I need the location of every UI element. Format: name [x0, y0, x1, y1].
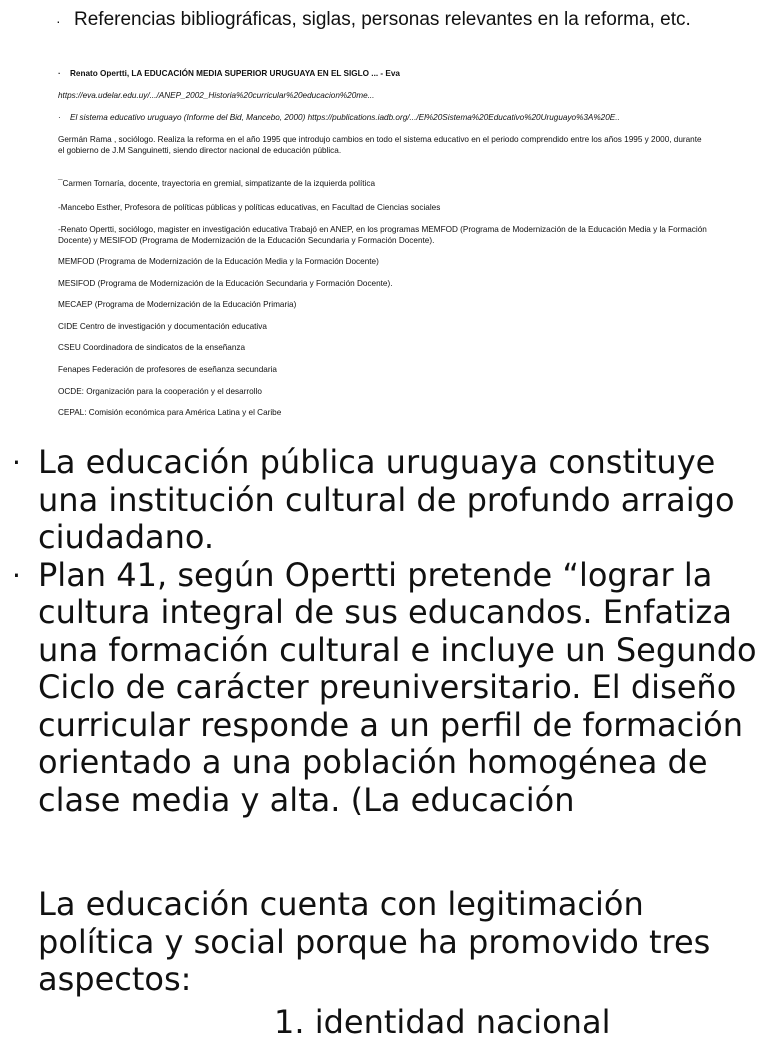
reference-bid-report: · El sistema educativo uruguayo (Informe del Bid, Mancebo, 2000) https://publications.iadb.org/.../El%20Sistema%20Educativo%20Uruguayo%3A%20E..	[58, 113, 620, 122]
acronym-memfod: MEMFOD (Programa de Modernización de la Educación Media y la Formación Docente)	[58, 257, 379, 266]
acronym-mecaep: MECAEP (Programa de Modernización de la Educación Primaria)	[58, 300, 297, 309]
bullet-icon: ·	[56, 13, 61, 29]
bullet-icon: ·	[58, 113, 61, 122]
bullet-icon: ·	[58, 69, 61, 78]
person-esther-mancebo: -Mancebo Esther, Profesora de políticas públicas y políticas educativas, en Facultad de Ciencias sociales	[58, 203, 441, 212]
bullet-item: · Plan 41, según Opertti pretende “lograr la cultura integral de sus educandos. Enfatiza una formación cultural e incluye un Segundo Ciclo de carácter preuniversitario. El diseño curricular responde a un perfil de formación orientado a una población homogénea de clase media y alta. (La educación	[12, 555, 757, 819]
bullet-icon: ·	[12, 446, 21, 479]
person-renato-opertti: -Renato Opertti, sociólogo, magister en investigación educativa Trabajó en ANEP, en los programas MEMFOD (Programa de Modernización de la Educación Media y la Formación Docente) y MESIFOD (Programa de Modernización de la Educación Secundaria y Formación Docente).	[58, 225, 707, 245]
acronym-mesifod: MESIFOD (Programa de Modernización de la Educación Secundaria y Formación Docente).	[58, 279, 393, 288]
legitimation-paragraph: La educación cuenta con legitimación política y social porque ha promovido tres aspectos:	[38, 885, 711, 998]
acronym-ocde: OCDE: Organización para la cooperación y el desarrollo	[58, 387, 262, 396]
bullet-icon: ·	[12, 558, 21, 592]
references-slide	[0, 0, 768, 430]
reference-url-eva[interactable]: https://eva.udelar.edu.uy/.../ANEP_2002_Historia%20curricular%20educacion%20me...	[58, 91, 375, 100]
reference-opertti: · Renato Opertti, LA EDUCACIÓN MEDIA SUPERIOR URUGUAYA EN EL SIGLO ... - Eva	[58, 69, 400, 78]
acronym-cide: CIDE Centro de investigación y documentación educativa	[58, 322, 267, 331]
person-german-rama: Germán Rama , sociólogo. Realiza la reforma en el año 1995 que introdujo cambios en todo el sistema educativo en el periodo comprendido entre los años 1995 y 2000, durante el gobierno de J.M Sanguinetti, siendo director nacional de educación pública.	[58, 135, 702, 155]
references-heading: · Referencias bibliográficas, siglas, personas relevantes en la reforma, etc.	[58, 8, 724, 31]
acronym-cseu: CSEU Coordinadora de sindicatos de la enseñanza	[58, 343, 246, 352]
main-bullet-list	[10, 444, 758, 819]
bullet-item: · La educación pública uruguaya constituye una institución cultural de profundo arraigo ciudadano.	[12, 443, 735, 556]
acronym-cepal: CEPAL: Comisión económica para América Latina y el Caribe	[58, 408, 282, 417]
acronym-fenapes: Fenapes Federación de profesores de eseñanza secundaria	[58, 365, 277, 374]
numbered-item: 1. identidad nacional	[274, 1003, 611, 1041]
person-carmen-tornaria: ¯Carmen Tornaría, docente, trayectoria en gremial, simpatizante de la izquierda política	[58, 179, 376, 188]
